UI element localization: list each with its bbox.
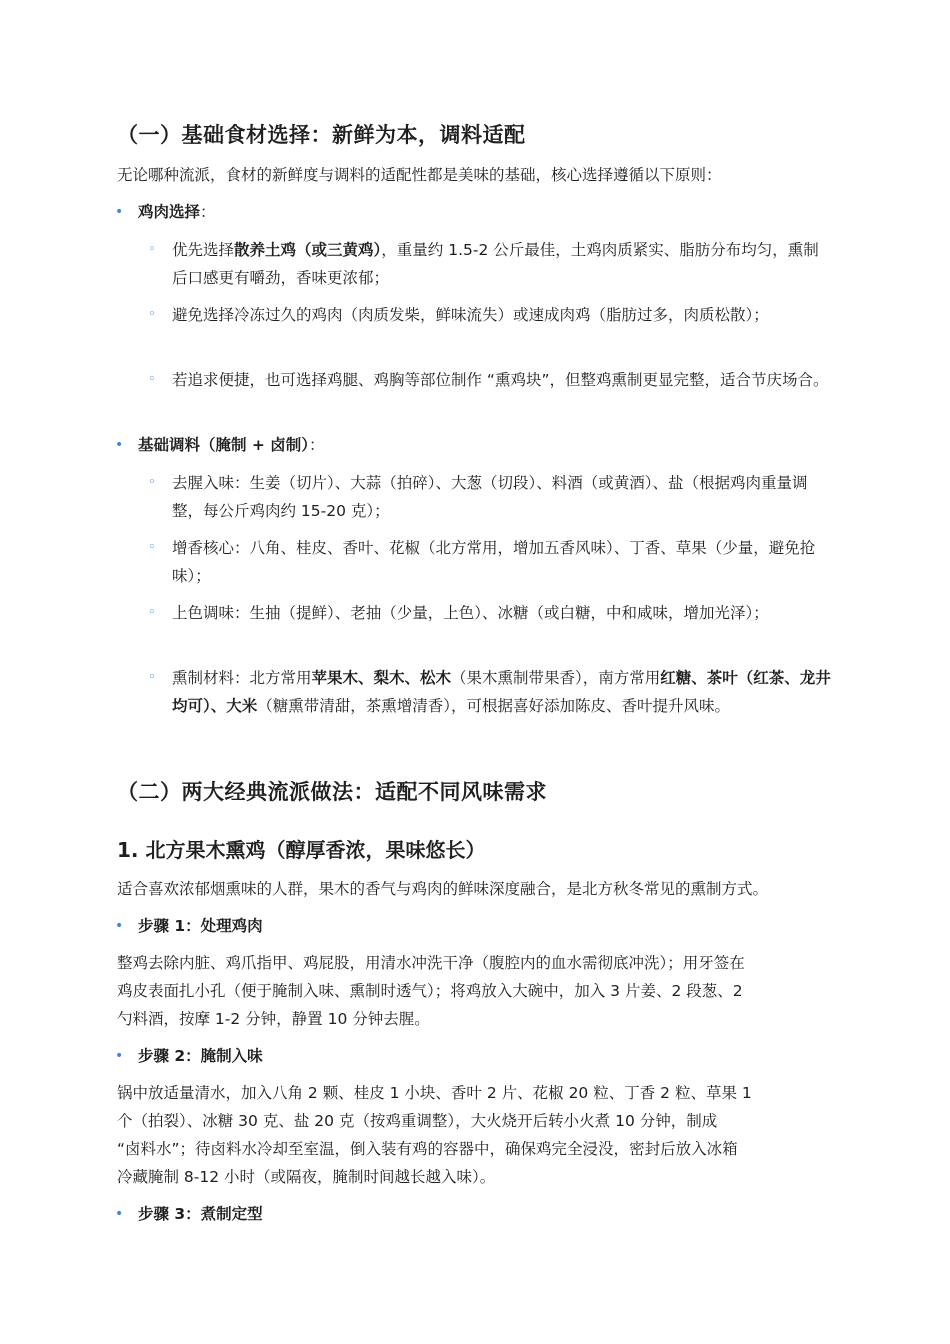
- step-1-body: 整鸡去除内脏、鸡爪指甲、鸡屁股，用清水冲洗干净（腹腔内的血水需彻底冲洗）；用牙签在 鸡皮表面扎小孔（便于腌制入味、熏制时透气）；将鸡放入大碗中，加入 3 片姜、2 段葱、2 勺料酒，按摩 1-2 分钟，静置 10 分钟去腥。: [117, 954, 745, 1028]
- section-heading-2: （二）两大经典流派做法：适配不同风味需求: [117, 780, 547, 804]
- subsection-intro: 适合喜欢浓郁烟熏味的人群，果木的香气与鸡肉的鲜味深度融合，是北方秋冬常见的熏制方式。: [117, 880, 769, 898]
- step-2-body: 锅中放适量清水，加入八角 2 颗、桂皮 1 小块、香叶 2 片、花椒 20 粒、丁香 2 粒、草果 1 个（拍裂）、冰糖 30 克、盐 20 克（按鸡重调整），大火烧开后转小火煮 10 分钟，制成 “卤料水”；待卤料水冷却至室温，倒入装有鸡的容器中，确保鸡完全浸没，密封后放入冰箱 冷藏腌制 8-12 小时（或隔夜，腌制时间越长越入味）。: [117, 1084, 752, 1186]
- bullet-title-chicken: 鸡肉选择: [138, 203, 201, 221]
- bullet-dot: •: [115, 437, 124, 453]
- bullet-title-seasoning: 基础调料（腌制 + 卤制）: [138, 436, 310, 454]
- subsection-heading: 1. 北方果木熏鸡（醇厚香浓，果味悠长）: [117, 838, 486, 862]
- section-heading-1: （一）基础食材选择：新鲜为本，调料适配: [117, 123, 526, 147]
- document-page: （一）基础食材选择：新鲜为本，调料适配 无论哪种流派，食材的新鲜度与调料的适配性都是美味的基础，核心选择遵循以下原则： • 鸡肉选择： ◦ 优先选择散养土鸡（或三黄鸡），重量约 1.5-2 公斤最佳，土鸡肉质紧实、脂肪分布均匀，熏制后口感更有嚼劲，香味更浓郁； ◦ 避免选择冷冻过久的鸡肉（肉质发柴，鲜味流失）或速成肉鸡（脂肪过多，肉质松散）； ◦ 若追求便捷，也可选择鸡腿、鸡胸等部位制作 “熏鸡块”，但整鸡熏制更显完整，适合节庆场合。 • 基础调料（腌制 + 卤制）： ◦ 去腥入味：生姜（切片）、大蒜（拍碎）、大葱（切段）、料酒（或黄酒）、盐（根据鸡肉重量调整，每公斤鸡肉约 15-20 克）； ◦ 增香核心：八角、桂皮、香叶、花椒（北方常用，增加五香风味）、丁香、草果（少量，避免抢味）； ◦ 上色调味：生抽（提鲜）、老抽（少量，上色）、冰糖（或白糖，中和咸味，增加光泽）； ◦ 熏制材料：北方常用苹果木、梨木、松木（果木熏制带果香），南方常用红糖、茶叶（红茶、龙井均可）、大米（糖熏带清甜，茶熏增清香），可根据喜好添加陈皮、香叶提升风味。 （二）两大经典流派做法：适配不同风味需求 1. 北方果木熏鸡（醇厚香浓，果味悠长） 适合喜欢浓郁烟熏味的人群，果木的香气与鸡肉的鲜味深度融合，是北方秋冬常见的熏制方式。 • 步骤 1：处理鸡肉 整鸡去除内脏、鸡爪指甲、鸡屁股，用清水冲洗干净（腹腔内的血水需彻底冲洗）；用牙签在 鸡皮表面扎小孔（便于腌制入味、熏制时透气）；将鸡放入大碗中，加入 3 片姜、2 段葱、2 勺料酒，按摩 1-2 分钟，静置 10 分钟去腥。 • 步骤 2：腌制入味 锅中放适量清水，加入八角 2 颗、桂皮 1 小块、香叶 2 片、花椒 20 粒、丁香 2 粒、草果 1 个（拍裂）、冰糖 30 克、盐 20 克（按鸡重调整），大火烧开后转小火煮 10 分钟，制成 “卤料水”；待卤料水冷却至室温，倒入装有鸡的容器中，确保鸡完全浸没，密封后放入冰箱 冷藏腌制 8-12 小时（或隔夜，腌制时间越长越入味）。 • 步骤 3：煮制定型: [0, 0, 950, 1344]
- bullet-dot: •: [115, 204, 124, 220]
- section-intro-1: 无论哪种流派，食材的新鲜度与调料的适配性都是美味的基础，核心选择遵循以下原则：: [117, 166, 722, 184]
